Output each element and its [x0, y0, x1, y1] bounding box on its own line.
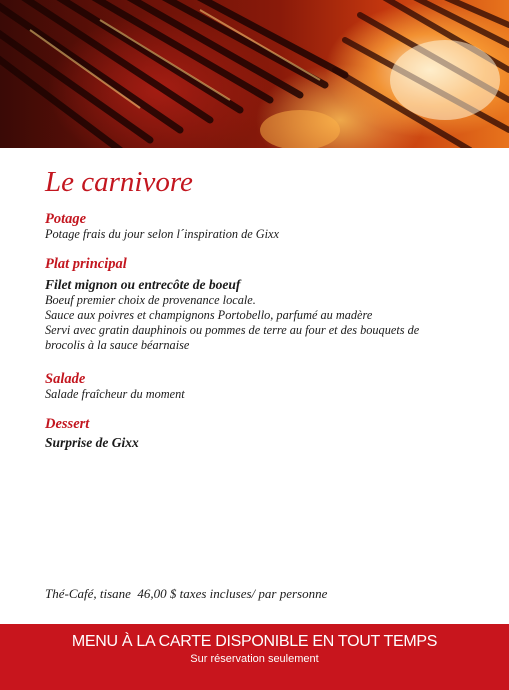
dessert-dish-name: Surprise de Gixx — [45, 435, 139, 450]
section-potage — [45, 211, 279, 242]
grill-flames-banner — [0, 0, 509, 148]
menu-title: Le carnivore — [45, 166, 193, 198]
plat-dish-name: Filet mignon ou entrecôte de boeuf — [45, 277, 241, 292]
section-salade — [45, 371, 185, 402]
plat-description-line: Boeuf premier choix de provenance locale. — [45, 293, 256, 307]
footer-main-text: MENU À LA CARTE DISPONIBLE EN TOUT TEMPS — [71, 633, 438, 650]
section-plat-principal — [45, 256, 419, 353]
section-heading-dessert: Dessert — [45, 416, 90, 432]
potage-description: Potage frais du jour selon l´inspiration de Gixx — [45, 227, 279, 241]
footer-banner — [0, 624, 509, 690]
plat-description-line: brocolis à la sauce béarnaise — [45, 338, 190, 352]
footer-sub-text: Sur réservation seulement — [190, 653, 319, 665]
section-heading-salade: Salade — [45, 371, 86, 387]
price-line: Thé-Café, tisane 46,00 $ taxes incluses/ par personne — [45, 586, 328, 601]
plat-description-line: Sauce aux poivres et champignons Portobello, parfumé au madère — [45, 308, 373, 322]
section-heading-plat-principal: Plat principal — [45, 256, 127, 272]
plat-description-line: Servi avec gratin dauphinois ou pommes de terre au four et des bouquets de — [45, 323, 420, 337]
section-dessert — [45, 416, 139, 451]
grill-bars-graphic — [0, 0, 509, 148]
section-heading-potage: Potage — [45, 211, 87, 227]
salade-description: Salade fraîcheur du moment — [45, 387, 185, 401]
